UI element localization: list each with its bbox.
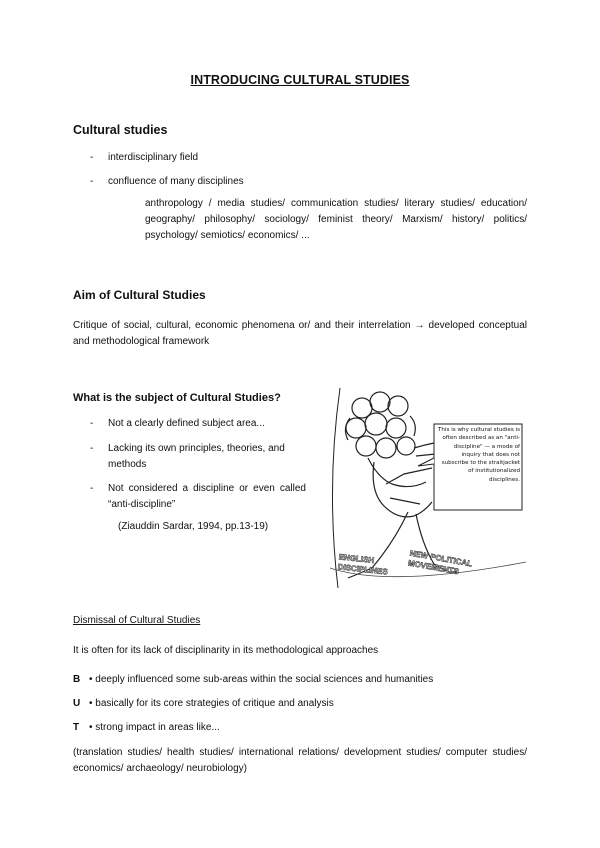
list-item-text: Not considered a discipline or even called “anti-discipline” [108, 483, 306, 510]
section-heading-aim: Aim of Cultural Studies [73, 288, 206, 302]
list-item-text: Not a clearly defined subject area... [108, 418, 265, 429]
dash-marker: - [90, 418, 94, 429]
list-item [90, 150, 490, 166]
list-item [73, 696, 527, 712]
speech-bubble-text: This is why cultural studies is often described as an "anti-discipline" — a mode of inquiry that does not subscribe to the straitjacket of institutionalized disciplines. [438, 427, 520, 483]
list-item [90, 481, 310, 513]
speech-bubble-tail [418, 458, 434, 466]
item-letter: T [73, 722, 80, 733]
list-item [90, 441, 310, 473]
cartoon-label-left: ENGLISH DISCIPLINES [337, 552, 389, 577]
list-item-text: confluence of many disciplines [108, 176, 244, 187]
list-item [73, 672, 527, 688]
list-item-text: • strong impact in areas like... [89, 722, 220, 733]
list-item-text: Lacking its own principles, theories, and methods [108, 443, 285, 470]
citation: (Ziauddin Sardar, 1994, pp.13-19) [118, 521, 269, 532]
dash-marker: - [90, 152, 94, 163]
dash-marker: - [90, 176, 94, 187]
list-item-text: • deeply influenced some sub-areas within the social sciences and humanities [89, 674, 434, 685]
list-item [73, 720, 527, 736]
dash-marker: - [90, 483, 94, 494]
item-letter: B [73, 674, 81, 685]
list-item [90, 416, 310, 432]
aim-paragraph: Critique of social, cultural, economic phenomena or/ and their interrelation → developed conceptual and methodological framework [73, 320, 527, 347]
section-heading-subject: What is the subject of Cultural Studies? [73, 392, 281, 404]
cartoon-label-right: NEW POLITICAL MOVEMENTS [407, 548, 473, 577]
dismissal-intro: It is often for its lack of disciplinarity in its methodological approaches [73, 645, 379, 656]
page-title: INTRODUCING CULTURAL STUDIES [190, 73, 410, 87]
list-item [90, 174, 490, 190]
disciplines-list: anthropology / media studies/ communication studies/ literary studies/ education/ geography/ philosophy/ sociology/ feminist theory/ Marxism/ history/ politics/ psychology/ semiotics/ economics/ ... [145, 198, 527, 241]
item-letter: U [73, 698, 81, 709]
list-item-text: • basically for its core strategies of critique and analysis [89, 698, 334, 709]
list-item-text: interdisciplinary field [108, 152, 199, 163]
areas-paragraph: (translation studies/ health studies/ international relations/ development studies/ computer studies/ economics/ archaeology/ neurobiology) [73, 747, 527, 774]
section-heading-cultural-studies: Cultural studies [73, 123, 168, 137]
section-heading-dismissal: Dismissal of Cultural Studies [73, 615, 201, 626]
dash-marker: - [90, 443, 94, 454]
